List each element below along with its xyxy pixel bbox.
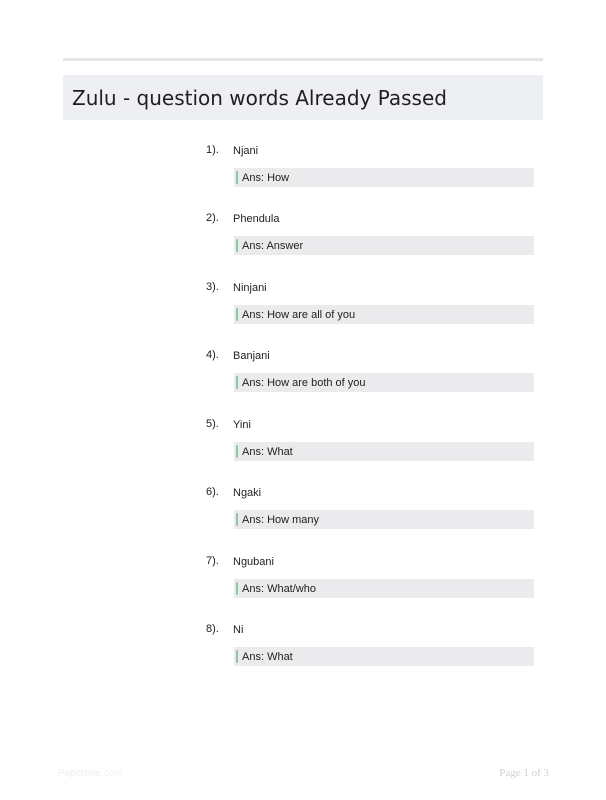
question-text: Ninjani	[233, 282, 267, 294]
answer-box	[234, 168, 534, 187]
answer-box	[234, 442, 534, 461]
question-item	[0, 418, 606, 478]
answer-marker-icon	[236, 582, 238, 595]
answer-text: Ans: What	[242, 650, 293, 663]
question-item	[0, 212, 606, 272]
answer-box	[234, 373, 534, 392]
question-item	[0, 349, 606, 409]
answer-marker-icon	[236, 513, 238, 526]
question-number: 7).	[206, 555, 219, 567]
answer-box	[234, 305, 534, 324]
answer-text: Ans: How are all of you	[242, 308, 356, 321]
question-text: Banjani	[233, 350, 270, 362]
answer-marker-icon	[236, 376, 238, 389]
footer-watermark: Paperbite.com	[58, 768, 123, 779]
question-number: 5).	[206, 418, 219, 430]
question-text: Njani	[233, 145, 259, 157]
question-number: 6).	[206, 486, 219, 498]
question-number: 4).	[206, 349, 219, 361]
title-banner	[63, 75, 543, 120]
answer-marker-icon	[236, 239, 238, 252]
question-number: 2).	[206, 212, 219, 224]
question-number: 1).	[206, 144, 219, 156]
answer-marker-icon	[236, 308, 238, 321]
question-number: 8).	[206, 623, 219, 635]
answer-text: Ans: What/who	[242, 582, 316, 595]
page-title: Zulu - question words Already Passed	[72, 85, 447, 110]
question-item	[0, 623, 606, 683]
question-text: Ngaki	[233, 487, 262, 499]
page-indicator: Page 1 of 3	[499, 767, 549, 779]
answer-text: Ans: What	[242, 445, 293, 458]
answer-text: Ans: How	[242, 171, 290, 184]
answer-marker-icon	[236, 171, 238, 184]
answer-text: Ans: How are both of you	[242, 376, 366, 389]
top-divider	[63, 58, 543, 61]
question-text: Yini	[233, 419, 251, 431]
answer-box	[234, 647, 534, 666]
question-item	[0, 486, 606, 546]
answer-box	[234, 510, 534, 529]
question-text: Ni	[233, 624, 244, 636]
answer-text: Ans: Answer	[242, 239, 304, 252]
question-number: 3).	[206, 281, 219, 293]
answer-box	[234, 579, 534, 598]
question-item	[0, 281, 606, 341]
answer-marker-icon	[236, 650, 238, 663]
answer-text: Ans: How many	[242, 513, 320, 526]
answer-marker-icon	[236, 445, 238, 458]
question-item	[0, 144, 606, 204]
answer-box	[234, 236, 534, 255]
question-text: Ngubani	[233, 556, 274, 568]
question-item	[0, 555, 606, 615]
question-text: Phendula	[233, 213, 280, 225]
